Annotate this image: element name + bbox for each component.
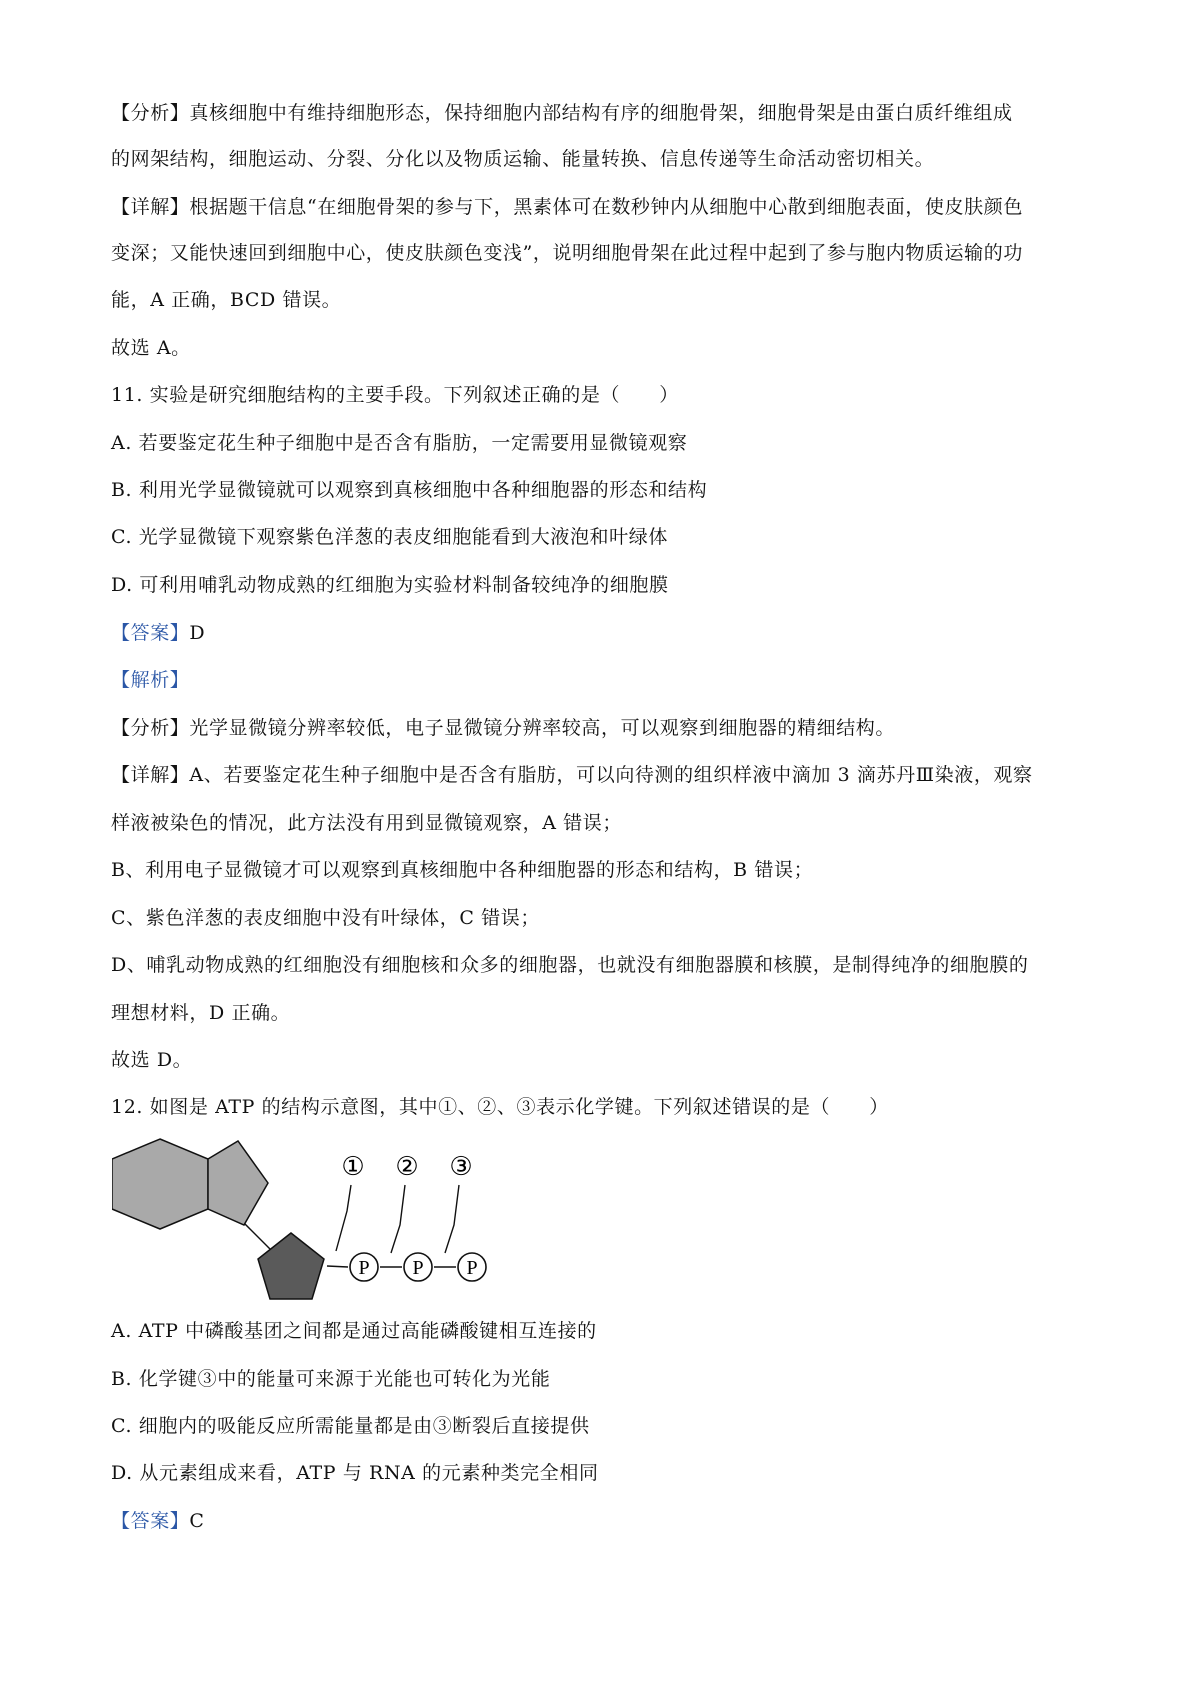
atp-structure-figure — [112, 1133, 532, 1307]
adenine-hexagon-shape — [112, 1139, 208, 1229]
q11-detail-4: C、紫色洋葱的表皮细胞中没有叶绿体，C 错误； — [111, 907, 540, 929]
q12-option-d: D. 从元素组成来看，ATP 与 RNA 的元素种类完全相同 — [111, 1462, 599, 1484]
q11-detail-3: B、利用电子显微镜才可以观察到真核细胞中各种细胞器的形态和结构，B 错误； — [111, 859, 814, 881]
q11-detail-6: 理想材料，D 正确。 — [111, 1002, 291, 1024]
bond-pointer-3 — [445, 1185, 459, 1253]
bond-label-3: ③ — [449, 1152, 473, 1182]
bond-label-1: ① — [341, 1152, 365, 1182]
question-12: 12. 如图是 ATP 的结构示意图，其中①、②、③表示化学键。下列叙述错误的是（ ） — [111, 1096, 889, 1118]
sugar-phosphate-link — [327, 1266, 348, 1267]
svg-text:P: P — [412, 1257, 424, 1279]
answer-label: 【答案】 — [111, 1510, 190, 1532]
line-detail-2: 变深；又能快速回到细胞中心，使皮肤颜色变浅”，说明细胞骨架在此过程中起到了参与胞内物质运输的功 — [111, 242, 1023, 264]
q12-answer — [111, 1508, 1091, 1534]
phosphate-2 — [404, 1253, 432, 1281]
q11-option-c: C. 光学显微镜下观察紫色洋葱的表皮细胞能看到大液泡和叶绿体 — [111, 526, 668, 548]
bond-label-2: ② — [395, 1152, 419, 1182]
q11-option-a: A. 若要鉴定花生种子细胞中是否含有脂肪，一定需要用显微镜观察 — [111, 432, 688, 454]
answer-value: D — [189, 622, 206, 644]
q12-option-b: B. 化学键③中的能量可来源于光能也可转化为光能 — [111, 1368, 551, 1390]
phosphate-3 — [458, 1253, 486, 1281]
question-11: 11. 实验是研究细胞结构的主要手段。下列叙述正确的是（ ） — [111, 384, 679, 406]
q11-option-d: D. 可利用哺乳动物成熟的红细胞为实验材料制备较纯净的细胞膜 — [111, 574, 669, 596]
bond-pointer-2 — [391, 1185, 405, 1253]
line-analysis-1: 【分析】真核细胞中有维持细胞形态，保持细胞内部结构有序的细胞骨架，细胞骨架是由蛋白质纤维组成 — [111, 102, 1013, 124]
line-detail-1: 【详解】根据题干信息“在细胞骨架的参与下，黑素体可在数秒钟内从细胞中心散到细胞表面，使皮肤颜色 — [111, 196, 1023, 218]
svg-text:P: P — [358, 1257, 370, 1279]
answer-value: C — [189, 1510, 205, 1532]
q11-detail-5: D、哺乳动物成熟的红细胞没有细胞核和众多的细胞器，也就没有细胞器膜和核膜，是制得纯净的细胞膜的 — [111, 954, 1029, 976]
line-detail-3: 能，A 正确，BCD 错误。 — [111, 289, 342, 311]
q11-analysis: 【分析】光学显微镜分辨率较低，电子显微镜分辨率较高，可以观察到细胞器的精细结构。 — [111, 717, 896, 739]
q11-answer — [111, 620, 1091, 646]
q11-explanation-label: 【解析】 — [111, 669, 190, 691]
ribose-pentagon-shape — [258, 1233, 324, 1299]
q11-detail-2: 样液被染色的情况，此方法没有用到显微镜观察，A 错误； — [111, 812, 622, 834]
line-analysis-2: 的网架结构，细胞运动、分裂、分化以及物质运输、能量转换、信息传递等生命活动密切相关。 — [111, 148, 935, 170]
q11-option-b: B. 利用光学显微镜就可以观察到真核细胞中各种细胞器的形态和结构 — [111, 479, 708, 501]
atp-diagram — [112, 1133, 532, 1303]
adenine-pentagon-shape — [208, 1141, 268, 1225]
answer-label: 【答案】 — [111, 622, 190, 644]
phosphate-1 — [350, 1253, 378, 1281]
bond-pointer-1 — [336, 1185, 351, 1251]
line-choose-a: 故选 A。 — [111, 337, 191, 359]
q11-choose-d: 故选 D。 — [111, 1049, 193, 1071]
q11-detail-1: 【详解】A、若要鉴定花生种子细胞中是否含有脂肪，可以向待测的组织样液中滴加 3 滴苏丹Ⅲ染液，观察 — [111, 764, 1033, 786]
svg-text:P: P — [466, 1257, 478, 1279]
q12-option-c: C. 细胞内的吸能反应所需能量都是由③断裂后直接提供 — [111, 1415, 590, 1437]
q12-option-a: A. ATP 中磷酸基团之间都是通过高能磷酸键相互连接的 — [111, 1320, 597, 1342]
